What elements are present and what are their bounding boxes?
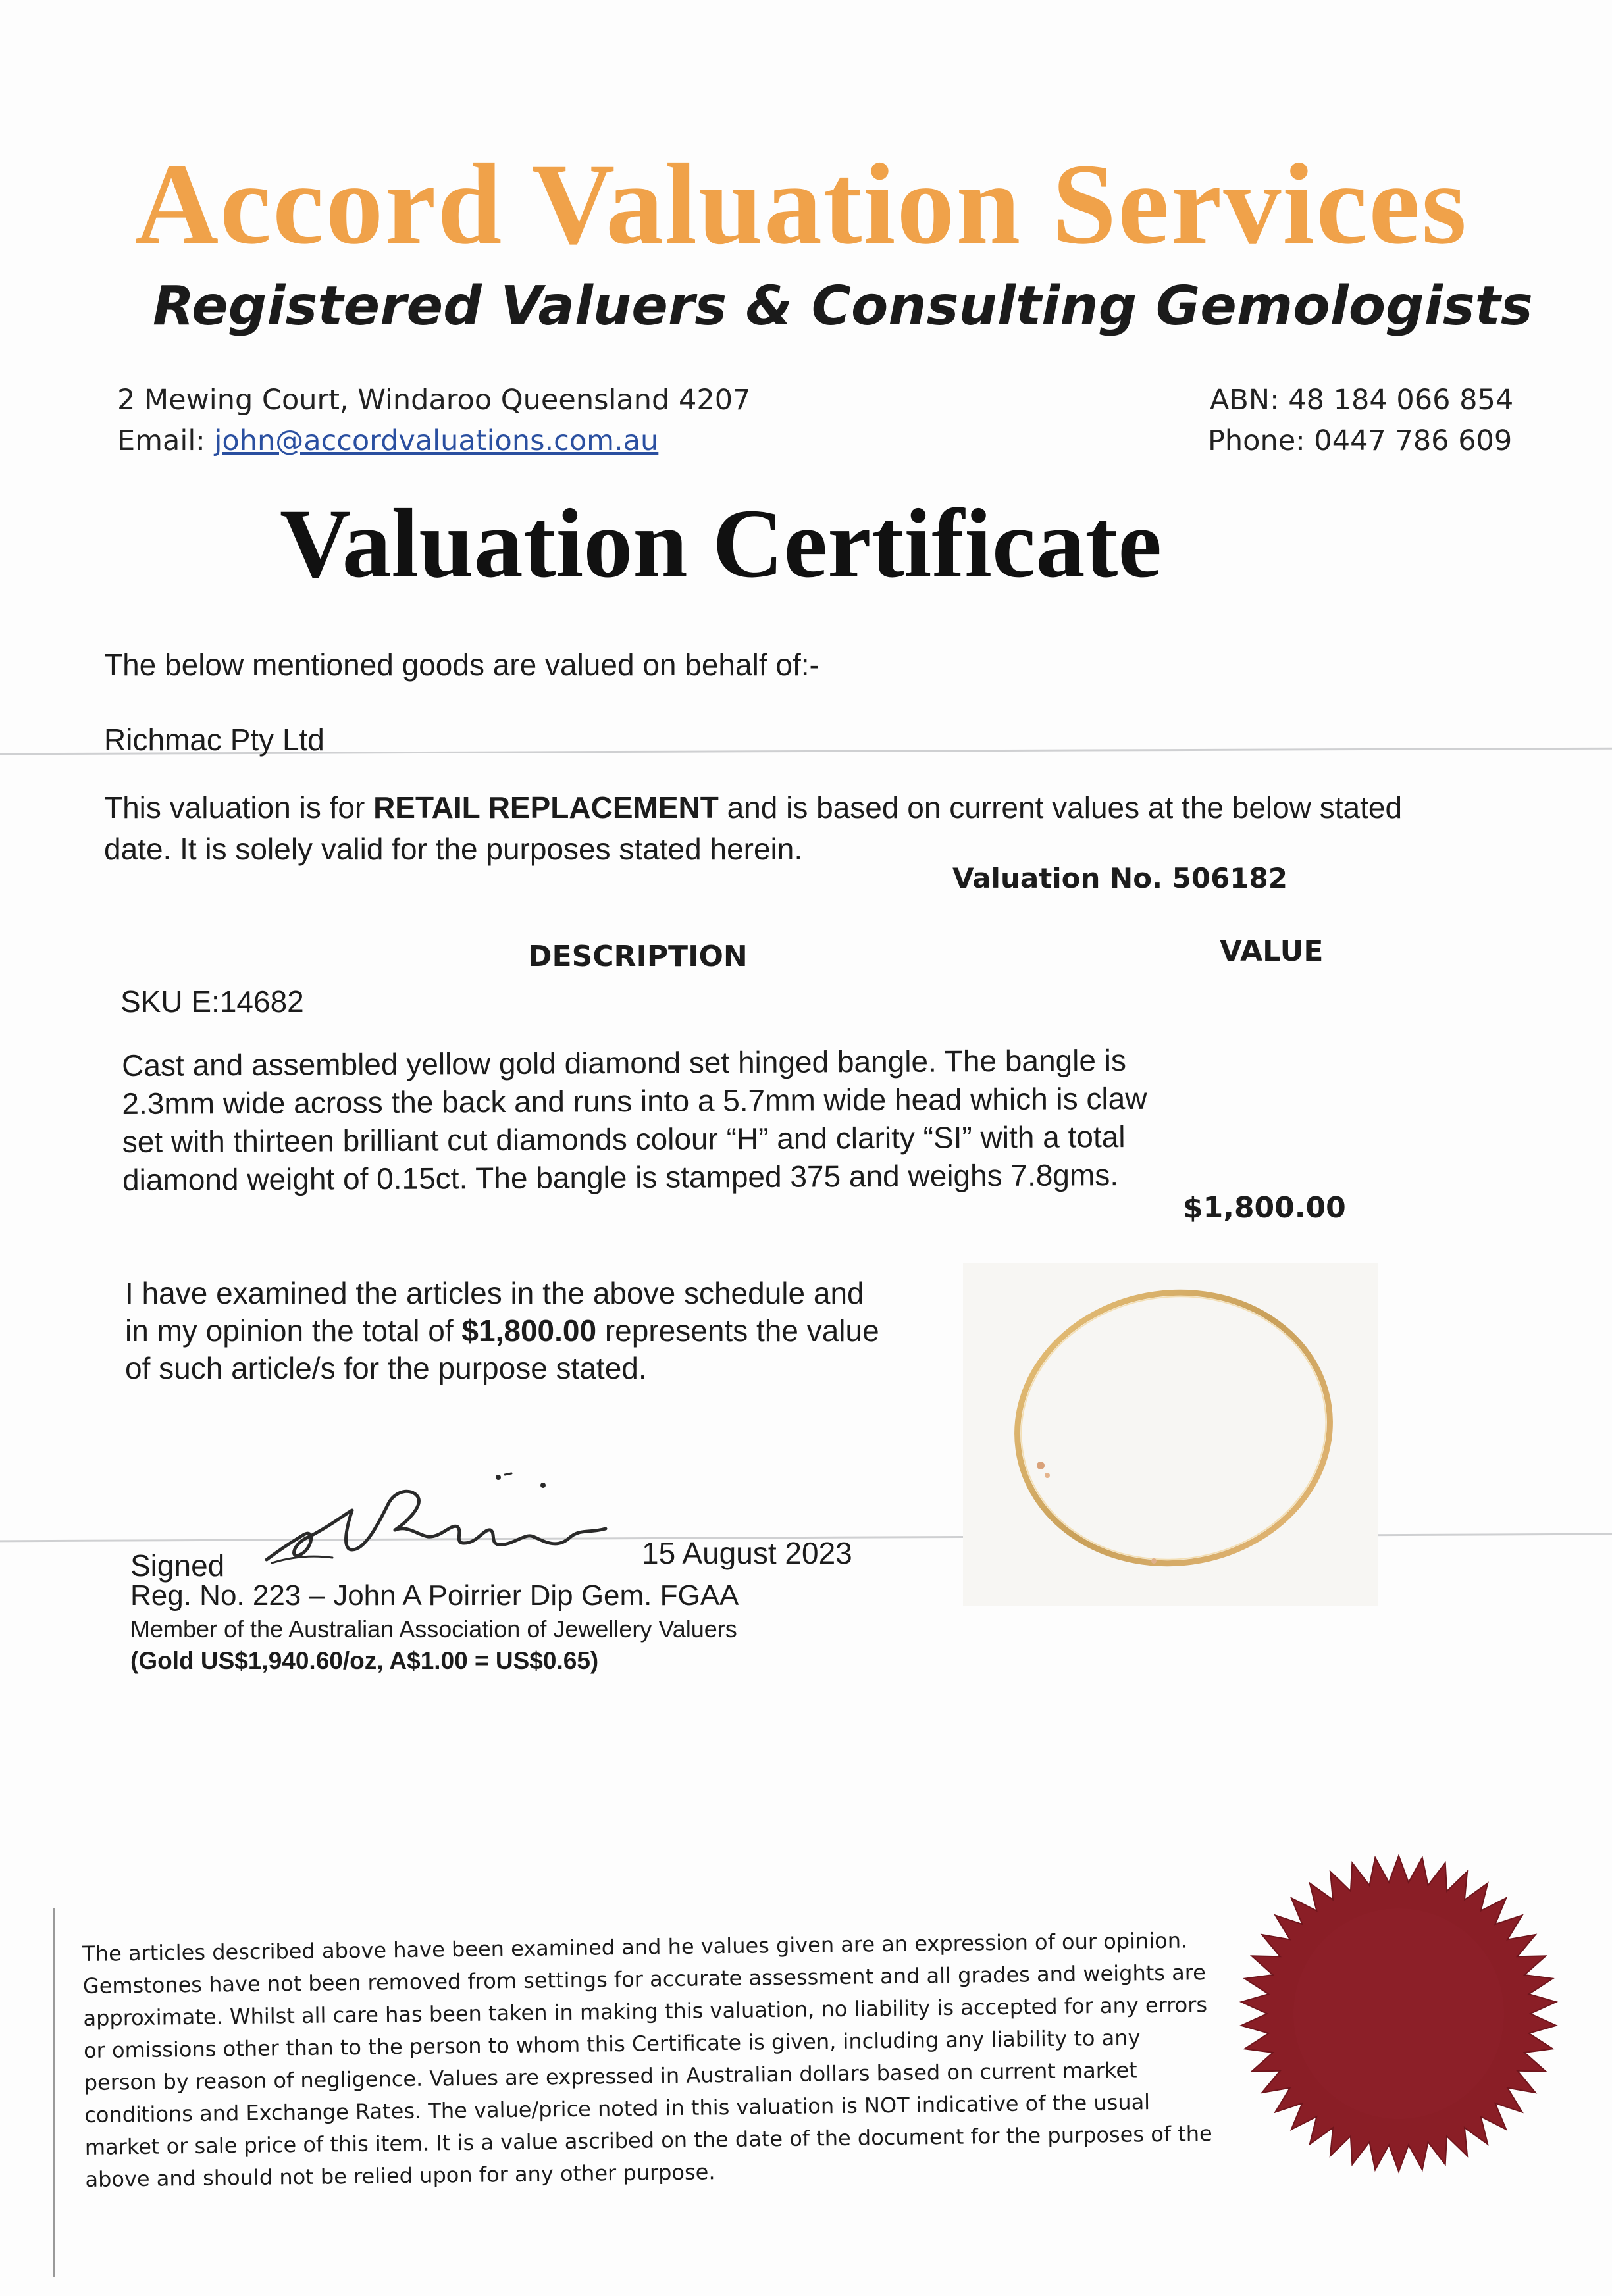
item-description: Cast and assembled yellow gold diamond set hinged bangle. The bangle is 2.3mm wide across the back and runs into a 5.7mm wide head which is claw set with thirteen brilliant cut diamonds colour “H” and clarity “SI” with a total diamond weight of 0.15ct. The bangle is stamped 375 and weighs 7.8gms. xyxy=(122,1043,1147,1197)
signed-date: 15 August 2023 xyxy=(642,1536,852,1570)
signed-label: Signed xyxy=(130,1548,225,1583)
on-behalf-text: The below mentioned goods are valued on behalf of:- xyxy=(104,648,819,682)
description-header: DESCRIPTION xyxy=(528,940,748,973)
item-value: $1,800.00 xyxy=(1183,1191,1346,1225)
email-label: Email: xyxy=(117,424,205,457)
purpose-line-1 xyxy=(104,790,1402,825)
red-foil-seal-icon xyxy=(1237,1852,1560,2175)
valuer-registration: Reg. No. 223 – John A Poirrier Dip Gem. FGAA xyxy=(130,1579,739,1612)
value-header: VALUE xyxy=(1220,934,1324,968)
opinion-line-1: I have examined the articles in the above schedule and xyxy=(125,1276,864,1310)
opinion-line-3: of such article/s for the purpose stated. xyxy=(125,1351,647,1385)
gold-bangle-photo xyxy=(963,1263,1378,1606)
company-abn: ABN: 48 184 066 854 xyxy=(1210,384,1514,417)
purpose-suffix: and is based on current values at the below stated xyxy=(718,790,1403,825)
company-name: Accord Valuation Services xyxy=(135,140,1469,268)
bangle-image xyxy=(963,1263,1378,1606)
company-address: 2 Mewing Court, Windaroo Queensland 4207 xyxy=(117,384,751,417)
purpose-type: RETAIL REPLACEMENT xyxy=(373,790,719,825)
company-phone: Phone: 0447 786 609 xyxy=(1208,424,1513,457)
valuer-membership: Member of the Australian Association of Jewellery Valuers xyxy=(130,1616,737,1643)
opinion-line-2 xyxy=(125,1313,879,1348)
email-link[interactable]: john@accordvaluations.com.au xyxy=(214,424,659,457)
handwritten-signature-icon xyxy=(253,1451,622,1583)
opinion-total: $1,800.00 xyxy=(461,1314,597,1348)
gold-exchange-rate: (Gold US$1,940.60/oz, A$1.00 = US$0.65) xyxy=(130,1647,599,1674)
client-name: Richmac Pty Ltd xyxy=(104,723,325,757)
purpose-prefix: This valuation is for xyxy=(104,790,374,825)
company-email-line xyxy=(117,424,658,457)
valuation-number: Valuation No. 506182 xyxy=(952,862,1287,894)
disclaimer-text: The articles described above have been examined and he values given are an expression of our opinion. Gemstones have not been removed from settings for accurate assessment and all grades and weights are approximate. Whilst all care has been taken in making this valuation, no liability is accepted for any errors or omissions other than to the person to whom this Certificate is given, including any liability to any person by reason of negligence. Values are expressed in Australian dollars based on current market conditions and Exchange Rates. The value/price noted in this valuation is NOT indicative of the usual market or sale price of this item. It is a value ascribed on the date of the document for the purposes of the above and should not be relied upon for any other purpose. xyxy=(82,1927,1212,2192)
company-tagline: Registered Valuers & Consulting Gemologists xyxy=(153,275,1533,338)
sku-number: SKU E:14682 xyxy=(120,984,304,1019)
opinion-suffix: represents the value xyxy=(596,1314,879,1348)
certificate-title: Valuation Certificate xyxy=(280,489,1162,598)
purpose-line-2: date. It is solely valid for the purposes stated herein. xyxy=(104,832,803,866)
scan-edge-line xyxy=(53,1908,55,2277)
opinion-prefix: in my opinion the total of xyxy=(125,1314,462,1348)
